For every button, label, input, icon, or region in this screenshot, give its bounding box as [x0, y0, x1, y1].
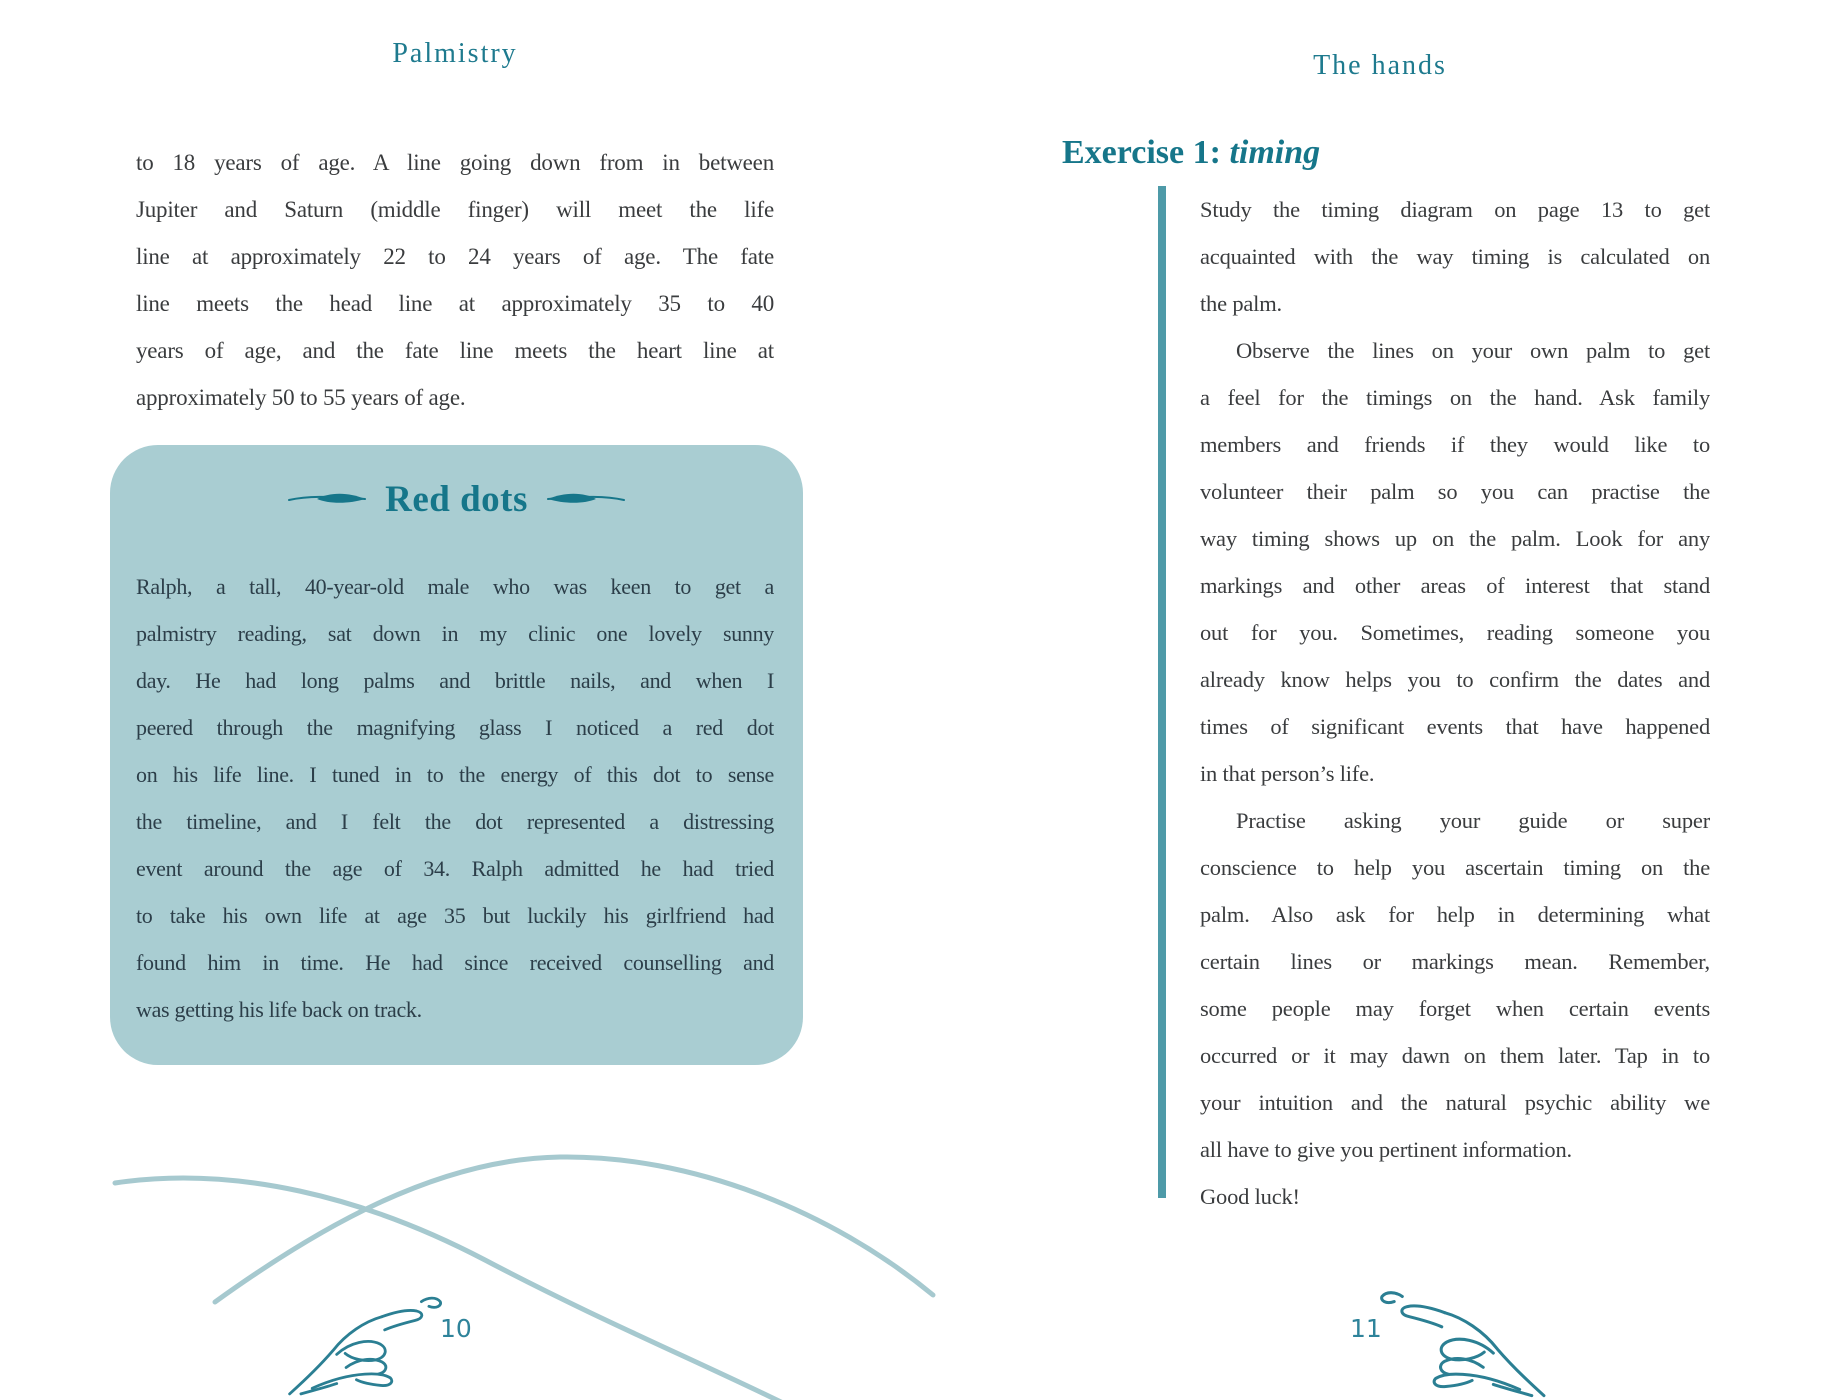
text-line: Ralph, a tall, 40-year-old male who was keen to get a	[136, 574, 774, 599]
text-line: peered through the magnifying glass I noticed a red dot	[136, 715, 774, 740]
callout-title: Red dots	[385, 479, 528, 520]
text-line: volunteer their palm so you can practise the	[1200, 479, 1710, 504]
text-line: line meets the head line at approximately 35 to 40	[136, 291, 774, 316]
text-line: Observe the lines on your own palm to get	[1236, 338, 1710, 363]
text-line: times of significant events that have happened	[1200, 714, 1710, 739]
paragraph-rule	[1158, 186, 1166, 1198]
ornament-left-icon	[287, 488, 367, 512]
text-line: found him in time. He had since received counselling and	[136, 950, 774, 975]
exercise-heading-prefix: Exercise 1:	[1062, 134, 1230, 171]
text-line: years of age, and the fate line meets the heart line at	[136, 338, 774, 363]
exercise-heading-emphasis: timing	[1229, 134, 1321, 171]
exercise-heading	[1062, 133, 1320, 174]
text-line: the timeline, and I felt the dot represented a distressing	[136, 809, 774, 834]
right-paragraphs	[1200, 186, 1710, 1220]
text-line: to 18 years of age. A line going down from in between	[136, 150, 774, 175]
text-line: acquainted with the way timing is calculated on	[1200, 244, 1710, 269]
text-line: way timing shows up on the palm. Look for any	[1200, 526, 1710, 551]
ornament-right-icon	[546, 488, 626, 512]
text-line: conscience to help you ascertain timing on the	[1200, 855, 1710, 880]
text-line: line at approximately 22 to 24 years of age. The fate	[136, 244, 774, 269]
text-line: to take his own life at age 35 but luckily his girlfriend had	[136, 903, 774, 928]
text-line: your intuition and the natural psychic ability we	[1200, 1090, 1710, 1115]
text-line: occurred or it may dawn on them later. Tap in to	[1200, 1043, 1710, 1068]
text-line: Jupiter and Saturn (middle finger) will meet the life	[136, 197, 774, 222]
text-line: markings and other areas of interest that stand	[1200, 573, 1710, 598]
text-line: Study the timing diagram on page 13 to get	[1200, 197, 1710, 222]
text-line: a feel for the timings on the hand. Ask family	[1200, 385, 1710, 410]
left-body-paragraph	[136, 139, 774, 421]
text-line: palmistry reading, sat down in my clinic one lovely sunny	[136, 621, 774, 646]
text-line: approximately 50 to 55 years of age.	[136, 385, 466, 410]
red-dots-callout-box	[110, 445, 803, 1065]
text-line: was getting his life back on track.	[136, 997, 422, 1022]
text-line: in that person’s life.	[1200, 761, 1375, 786]
left-page-number: 10	[440, 1314, 472, 1343]
hand-sketch-icon	[284, 1292, 444, 1396]
right-page-number: 11	[1350, 1314, 1382, 1343]
text-line: Good luck!	[1200, 1184, 1300, 1209]
text-line: out for you. Sometimes, reading someone you	[1200, 620, 1710, 645]
text-line: event around the age of 34. Ralph admitted he had tried	[136, 856, 774, 881]
callout-title-row	[110, 481, 803, 518]
text-line: day. He had long palms and brittle nails, and when I	[136, 668, 774, 693]
text-line: already know helps you to confirm the dates and	[1200, 667, 1710, 692]
left-running-head: Palmistry	[392, 38, 518, 69]
text-line: on his life line. I tuned in to the energy of this dot to sense	[136, 762, 774, 787]
right-running-head: The hands	[1313, 50, 1447, 81]
text-line: certain lines or markings mean. Remember,	[1200, 949, 1710, 974]
text-line: all have to give you pertinent information.	[1200, 1137, 1572, 1162]
text-line: the palm.	[1200, 291, 1282, 316]
callout-paragraph	[136, 563, 774, 1033]
hand-sketch-icon	[1378, 1286, 1550, 1398]
text-line: some people may forget when certain events	[1200, 996, 1710, 1021]
crossing-arcs-decoration	[95, 1135, 965, 1400]
text-line: palm. Also ask for help in determining what	[1200, 902, 1710, 927]
text-line: Practise asking your guide or super	[1236, 808, 1710, 833]
text-line: members and friends if they would like to	[1200, 432, 1710, 457]
